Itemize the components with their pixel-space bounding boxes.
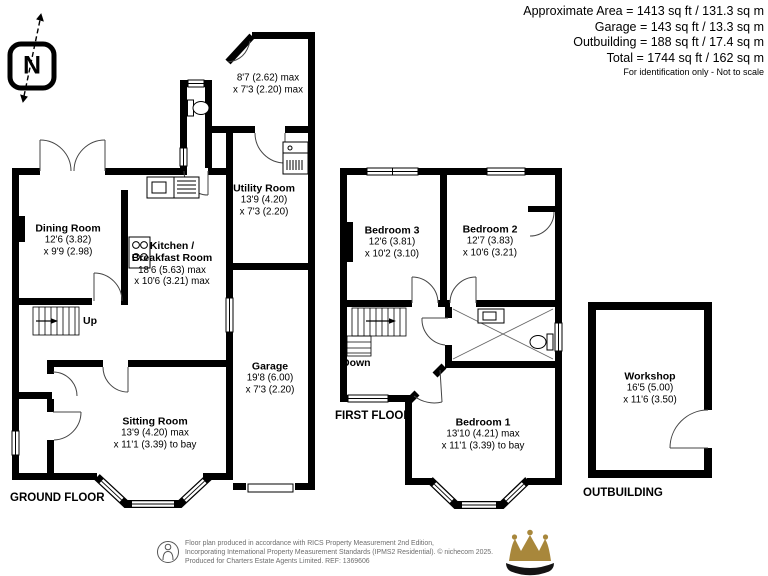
footer-line3: Produced for Charters Estate Agents Limited. REF: 1369606 — [185, 558, 370, 566]
basin-icon — [478, 309, 504, 323]
garage-door — [248, 484, 293, 492]
outbuilding-label: OUTBUILDING — [583, 487, 663, 499]
crown-logo — [506, 530, 554, 576]
room-label-dining: Dining Room 12'6 (3.82) x 9'9 (2.98) — [35, 222, 101, 258]
room-label-utility: Utility Room 13'9 (4.20) x 7'3 (2.20) — [233, 182, 295, 218]
rics-person-icon — [158, 542, 179, 563]
stairs-down — [347, 308, 406, 356]
ground-floor-label: GROUND FLOOR — [10, 492, 105, 504]
french-doors — [40, 140, 105, 171]
bay-window — [430, 480, 528, 505]
bay-window — [97, 477, 209, 504]
footer-line1: Floor plan produced in accordance with RICS Property Measurement 2nd Edition, — [185, 540, 434, 547]
washing-machine-icon — [283, 142, 308, 174]
disclaimer: For identification only - Not to scale — [623, 67, 764, 77]
compass-letter: N — [22, 51, 42, 80]
room-label-bedroom3: Bedroom 3 12'6 (3.81) x 10'2 (3.10) — [364, 224, 420, 260]
toilet-icon — [530, 334, 553, 350]
footer-line2: Incorporating International Property Measurement Standards (IPMS2 Residential). © nichecom 2025. — [185, 549, 494, 557]
room-label-workshop: Workshop 16'5 (5.00) x 11'6 (3.50) — [623, 370, 677, 406]
total-area: Total = 1744 sq ft / 162 sq m — [606, 50, 764, 65]
room-label-lobby: 8'7 (2.62) max x 7'3 (2.20) max — [233, 72, 303, 95]
room-label-sitting: Sitting Room 13'9 (4.20) max x 11'1 (3.39) to bay — [113, 415, 197, 451]
stairs-up-label: Up — [83, 315, 97, 327]
first-floor-label: FIRST FLOOR — [335, 410, 412, 422]
first-floor-plan — [340, 168, 562, 505]
area-summary — [523, 4, 764, 78]
outbuilding-area: Outbuilding = 188 sq ft / 17.4 sq m — [573, 35, 764, 49]
sink-icon — [147, 177, 199, 198]
footer-disclaimer — [185, 539, 493, 567]
room-label-bedroom2: Bedroom 2 12'7 (3.83) x 10'6 (3.21) — [462, 223, 518, 259]
approximate-area: Approximate Area = 1413 sq ft / 131.3 sq m — [523, 4, 764, 18]
room-label-garage: Garage 19'8 (6.00) x 7'3 (2.20) — [245, 360, 295, 396]
room-label-kitchen: Kitchen / Breakfast Room 18'6 (5.63) max x 10'6 (3.21) max — [131, 240, 213, 288]
room-label-bedroom1: Bedroom 1 13'10 (4.21) max x 11'1 (3.39) to bay — [441, 416, 525, 452]
stairs-down-label: Down — [342, 357, 371, 369]
toilet-icon — [188, 100, 210, 116]
garage-area: Garage = 143 sq ft / 13.3 sq m — [594, 19, 764, 34]
stairs-up — [33, 307, 79, 335]
